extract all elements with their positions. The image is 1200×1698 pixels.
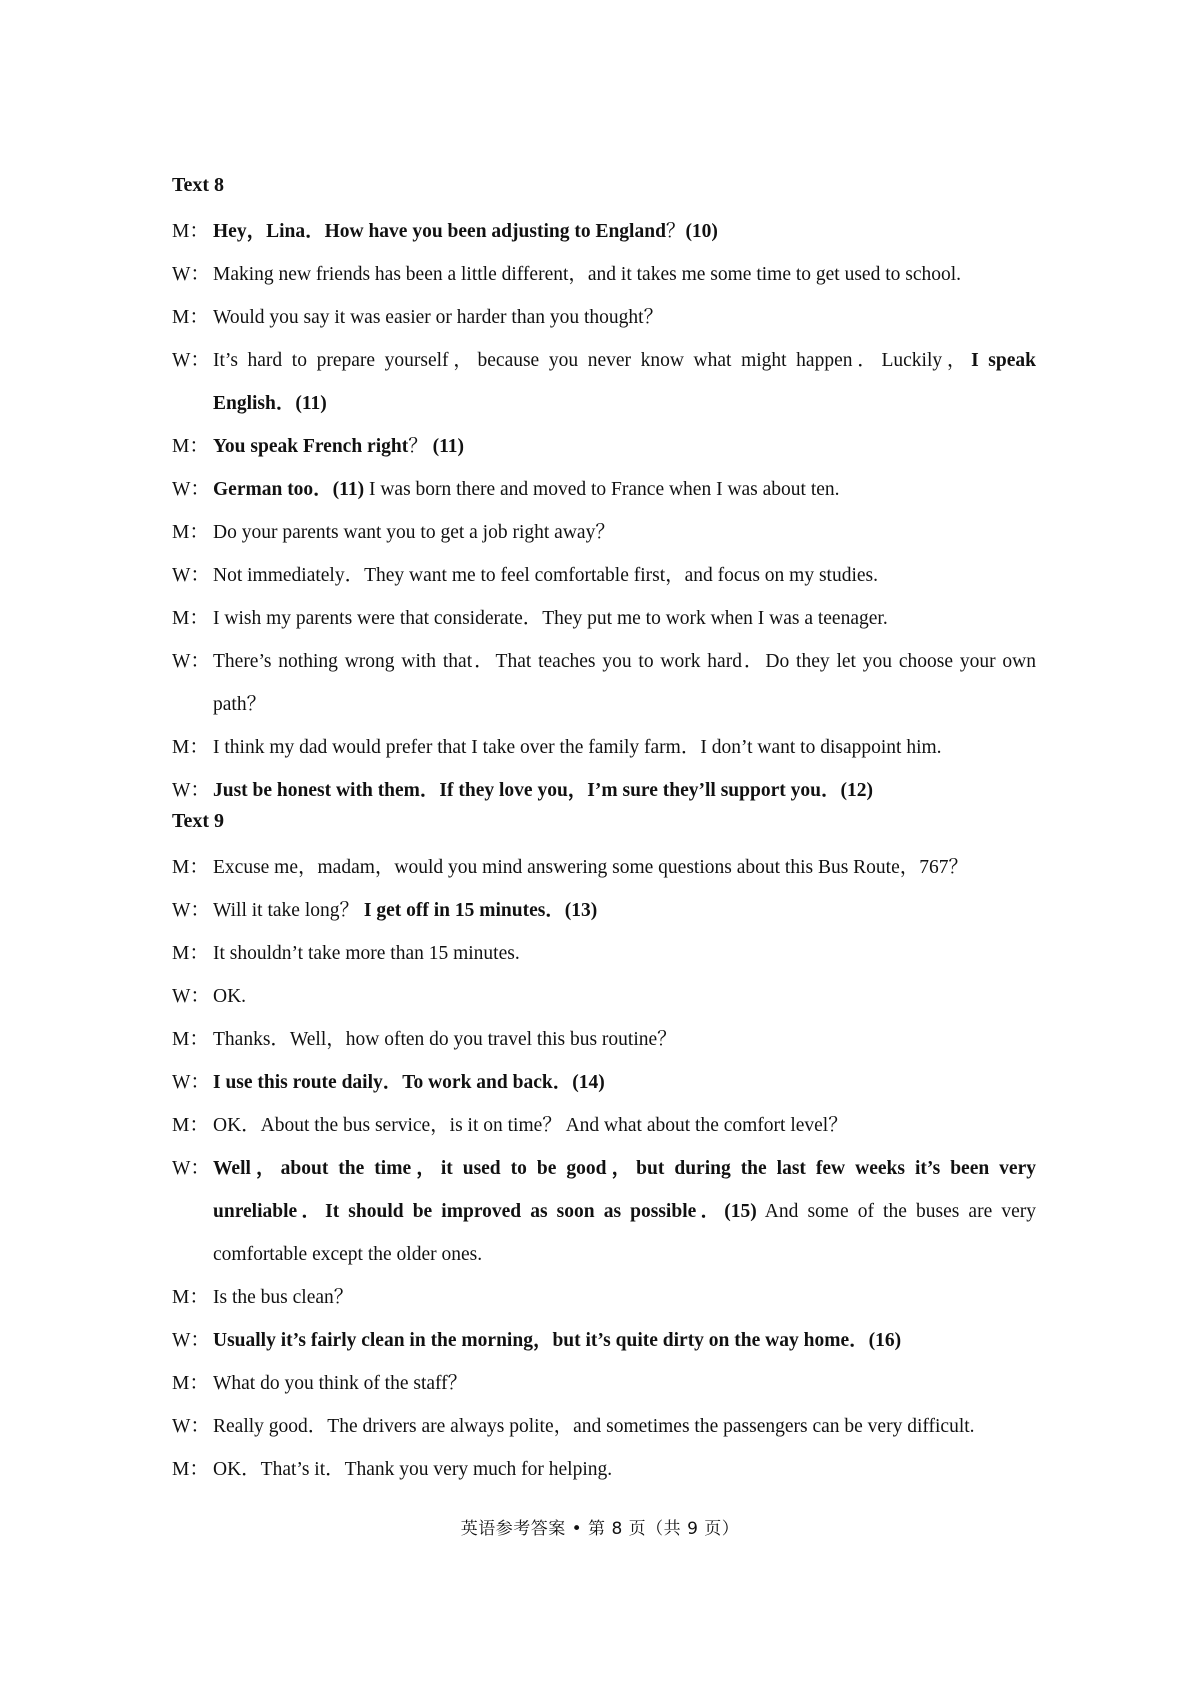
dialogue-text (213, 253, 1036, 296)
dialogue-line (172, 889, 1036, 932)
dialogue-line (172, 1018, 1036, 1061)
dialogue-text (213, 468, 1036, 511)
plain-text: Not immediately．They want me to feel comfortable first，and focus on my studies. (213, 565, 878, 586)
speaker-label: W： (172, 780, 210, 801)
plain-text: Would you say it was easier or harder than you thought？ (213, 307, 664, 328)
speaker-label: M： (172, 1459, 209, 1480)
speaker-label: W： (172, 651, 210, 672)
dialogue-text (213, 1276, 1036, 1319)
dialogue-text (213, 425, 1036, 468)
plain-text: OK．About the bus service，is it on time？ And what about the comfort level？ (213, 1115, 848, 1136)
dialogue-text (213, 769, 1036, 812)
dialogue-text (213, 640, 1036, 726)
answer-key-text: Just be honest with them．If they love you，I’m sure they’ll support you．(12) (213, 780, 873, 801)
dialogue-line (172, 468, 1036, 511)
dialogue-line (172, 253, 1036, 296)
dialogue-line (172, 425, 1036, 468)
dialogue-line (172, 296, 1036, 339)
plain-text: Do your parents want you to get a job right away？ (213, 522, 615, 543)
speaker-label: W： (172, 479, 210, 500)
speaker-label: M： (172, 1287, 209, 1308)
answer-key-text: I get off in 15 minutes．(13) (363, 900, 598, 921)
dialogue-text (213, 1362, 1036, 1405)
plain-text: Will it take long？ (213, 900, 364, 921)
dialogue-line (172, 726, 1036, 769)
plain-text: I wish my parents were that considerate．They put me to work when I was a teenager. (213, 608, 888, 629)
speaker-label: M： (172, 737, 209, 758)
dialogue-text (213, 1448, 1036, 1491)
plain-text: ？ (665, 221, 686, 242)
answer-key-text: I speak English．(11) (213, 350, 1036, 414)
speaker-label: M： (172, 522, 209, 543)
dialogue-text (213, 339, 1036, 425)
dialogue-line (172, 1276, 1036, 1319)
speaker-label: M： (172, 857, 209, 878)
dialogue-line (172, 210, 1036, 253)
dialogue-line (172, 1147, 1036, 1276)
dialogue-line (172, 846, 1036, 889)
speaker-label: W： (172, 1330, 210, 1351)
plain-text: OK. (213, 986, 247, 1007)
dialogue-text (213, 1147, 1036, 1276)
dialogue-line (172, 975, 1036, 1018)
answer-key-text: You speak French right (213, 436, 409, 457)
dialogue-line (172, 769, 1036, 812)
plain-text: It’s hard to prepare yourself，because you never know what might happen．Luckily， (213, 350, 972, 371)
answer-key-text: Well，about the time，it used to be good，but during the last few weeks it’s been very unreliable．It should be improved as soon as possible．(15) (213, 1158, 1036, 1222)
dialogue-line (172, 1405, 1036, 1448)
plain-text: Really good．The drivers are always polite，and sometimes the passengers can be very difficult. (213, 1416, 975, 1437)
text-8-dialogue (172, 210, 1036, 812)
answer-key-text: German too．(11) (213, 479, 365, 500)
speaker-label: W： (172, 350, 210, 371)
dialogue-line (172, 1104, 1036, 1147)
speaker-label: W： (172, 264, 210, 285)
dialogue-text (213, 1104, 1036, 1147)
speaker-label: M： (172, 608, 209, 629)
dialogue-line (172, 511, 1036, 554)
plain-text: OK．That’s it．Thank you very much for helping. (213, 1459, 613, 1480)
answer-key-text: I use this route daily．To work and back．(14) (213, 1072, 605, 1093)
plain-text: Thanks．Well，how often do you travel this bus routine？ (213, 1029, 677, 1050)
section-title-text-9: Text 9 (172, 810, 225, 832)
speaker-label: W： (172, 1158, 210, 1179)
dialogue-line (172, 640, 1036, 726)
page-footer: 英语参考答案 • 第 8 页（共 9 页） (460, 1519, 740, 1539)
speaker-label: M： (172, 943, 209, 964)
speaker-label: M： (172, 1115, 209, 1136)
plain-text: I was born there and moved to France when I was about ten. (364, 479, 840, 500)
dialogue-text (213, 846, 1036, 889)
dialogue-text (213, 889, 1036, 932)
speaker-label: M： (172, 307, 209, 328)
text-9-dialogue (172, 846, 1036, 1491)
plain-text: What do you think of the staff？ (213, 1373, 468, 1394)
speaker-label: M： (172, 221, 209, 242)
answer-key-text: Hey，Lina．How have you been adjusting to England (213, 221, 666, 242)
speaker-label: M： (172, 1373, 209, 1394)
dialogue-text (213, 1061, 1036, 1104)
plain-text: Excuse me，madam，would you mind answering some questions about this Bus Route，767？ (213, 857, 969, 878)
transcript-content (172, 170, 1036, 1491)
speaker-label: W： (172, 986, 210, 1007)
dialogue-text (213, 597, 1036, 640)
dialogue-line (172, 597, 1036, 640)
plain-text: It shouldn’t take more than 15 minutes. (213, 943, 520, 964)
dialogue-text (213, 1018, 1036, 1061)
plain-text: ？ (408, 436, 433, 457)
dialogue-line (172, 1061, 1036, 1104)
dialogue-text (213, 1319, 1036, 1362)
dialogue-line (172, 1362, 1036, 1405)
dialogue-text (213, 975, 1036, 1018)
dialogue-line (172, 932, 1036, 975)
plain-text: Making new friends has been a little different，and it takes me some time to get used to school. (213, 264, 962, 285)
answer-key-text: (11) (432, 436, 465, 457)
plain-text: Is the bus clean？ (213, 1287, 354, 1308)
plain-text: And some of the buses are very comfortable except the older ones. (213, 1201, 1036, 1265)
speaker-label: W： (172, 900, 210, 921)
dialogue-text (213, 1405, 1036, 1448)
plain-text: I think my dad would prefer that I take over the family farm．I don’t want to disappoint him. (213, 737, 942, 758)
plain-text: There’s nothing wrong with that．That teaches you to work hard．Do they let you choose your own path？ (213, 651, 1036, 715)
answer-key-text: (10) (685, 221, 718, 242)
speaker-label: W： (172, 565, 210, 586)
dialogue-text (213, 726, 1036, 769)
dialogue-text (213, 210, 1036, 253)
dialogue-line (172, 1448, 1036, 1491)
speaker-label: M： (172, 436, 209, 457)
dialogue-text (213, 296, 1036, 339)
dialogue-text (213, 554, 1036, 597)
dialogue-text (213, 932, 1036, 975)
speaker-label: W： (172, 1416, 210, 1437)
dialogue-line (172, 554, 1036, 597)
dialogue-line (172, 339, 1036, 425)
dialogue-text (213, 511, 1036, 554)
answer-key-text: Usually it’s fairly clean in the morning，but it’s quite dirty on the way home．(16) (213, 1330, 902, 1351)
dialogue-line (172, 1319, 1036, 1362)
section-title-text-8: Text 8 (172, 174, 225, 196)
speaker-label: M： (172, 1029, 209, 1050)
speaker-label: W： (172, 1072, 210, 1093)
